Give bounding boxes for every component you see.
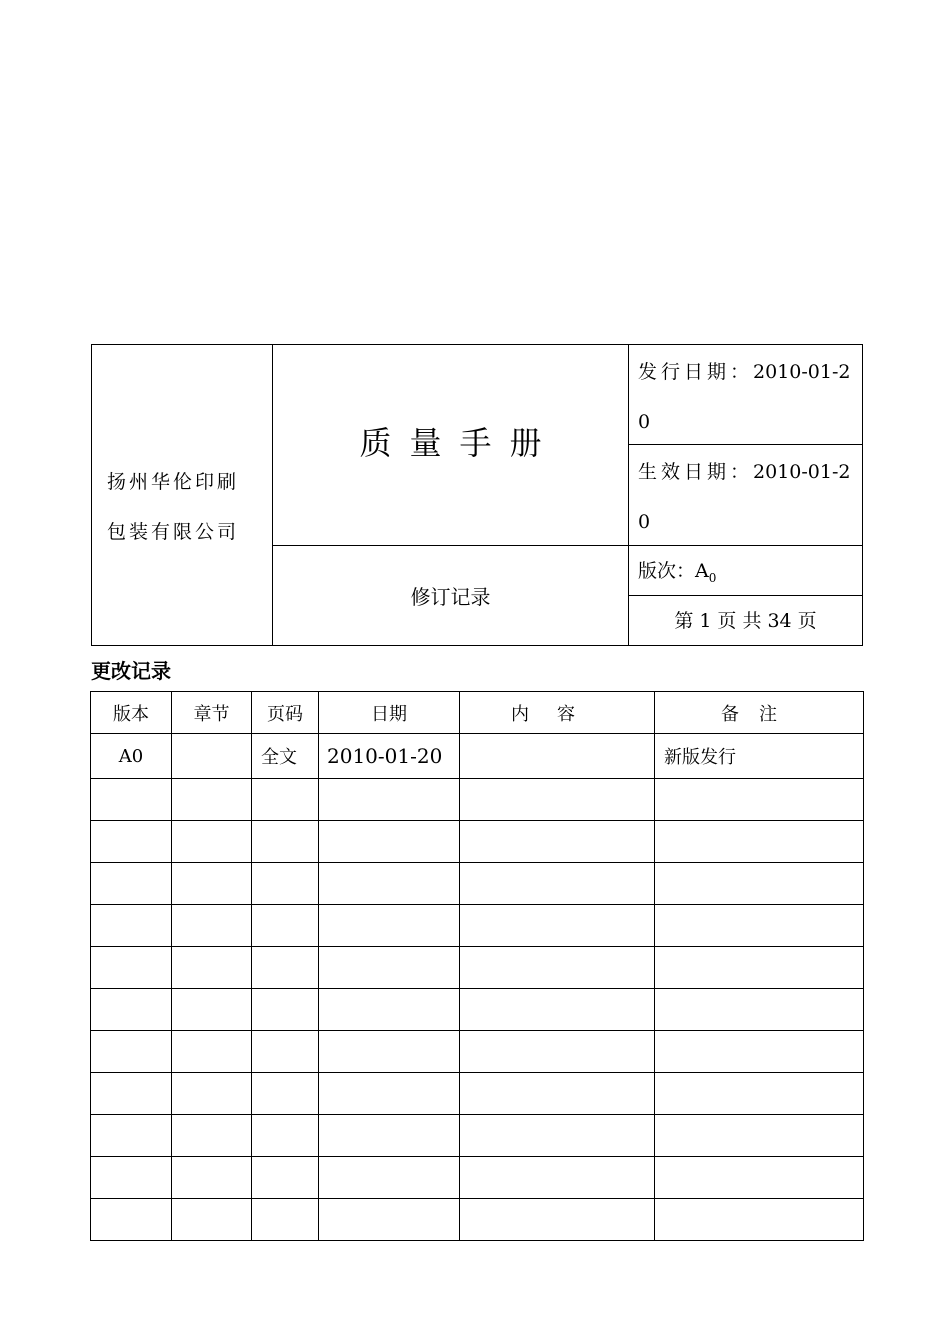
empty-cell [252, 1199, 319, 1241]
empty-cell [655, 947, 864, 989]
cell-remarks: 新版发行 [655, 734, 864, 779]
empty-cell [252, 947, 319, 989]
empty-cell [319, 1199, 460, 1241]
empty-cell [172, 1073, 252, 1115]
empty-cell [172, 1031, 252, 1073]
empty-cell [172, 1157, 252, 1199]
header-page: 页码 [252, 692, 319, 734]
empty-cell [252, 779, 319, 821]
empty-cell [172, 947, 252, 989]
cell-chapter [172, 734, 252, 779]
header-remarks: 备注 [655, 692, 864, 734]
table-row-empty [91, 779, 864, 821]
empty-cell [460, 1157, 655, 1199]
empty-cell [172, 821, 252, 863]
empty-cell [655, 1157, 864, 1199]
empty-cell [460, 1199, 655, 1241]
section-heading: 更改记录 [91, 659, 171, 683]
page-suffix: 页 [797, 610, 817, 632]
empty-cell [460, 1031, 655, 1073]
empty-cell [460, 821, 655, 863]
cell-version: A0 [91, 734, 172, 779]
empty-cell [319, 1115, 460, 1157]
empty-cell [319, 1073, 460, 1115]
company-name-line1: 扬州华伦印刷 [107, 471, 240, 493]
cell-page: 全文 [252, 734, 319, 779]
table-row-empty [91, 1073, 864, 1115]
edition-cell [629, 546, 862, 595]
document-header [91, 344, 863, 646]
header-version: 版本 [91, 692, 172, 734]
empty-cell [91, 1157, 172, 1199]
edition-subscript: 0 [708, 570, 717, 585]
table-row-empty [91, 905, 864, 947]
empty-cell [172, 1115, 252, 1157]
empty-cell [252, 1157, 319, 1199]
table-row-empty [91, 1031, 864, 1073]
table-row [91, 734, 864, 779]
empty-cell [655, 863, 864, 905]
page-total: 34 [767, 610, 792, 632]
empty-cell [460, 1073, 655, 1115]
empty-cell [319, 905, 460, 947]
empty-cell [460, 779, 655, 821]
empty-cell [655, 905, 864, 947]
empty-cell [252, 863, 319, 905]
empty-cell [91, 779, 172, 821]
title-cell [273, 345, 628, 545]
table-row-empty [91, 1157, 864, 1199]
empty-cell [319, 947, 460, 989]
page-mid: 页 共 [717, 610, 762, 632]
header-date: 日期 [319, 692, 460, 734]
empty-cell [460, 905, 655, 947]
cell-date: 2010-01-20 [319, 734, 460, 779]
empty-cell [91, 863, 172, 905]
table-row-empty [91, 821, 864, 863]
empty-cell [319, 779, 460, 821]
empty-cell [460, 1115, 655, 1157]
document-title: 质量手册 [359, 424, 560, 462]
empty-cell [172, 989, 252, 1031]
effective-date-cell [629, 447, 862, 545]
table-row-empty [91, 863, 864, 905]
table-row-empty [91, 1115, 864, 1157]
company-name [107, 457, 257, 557]
page-number-cell [629, 596, 862, 645]
empty-cell [319, 1157, 460, 1199]
edition-label: 版次： [638, 560, 696, 582]
empty-cell [172, 863, 252, 905]
empty-cell [655, 1073, 864, 1115]
empty-cell [252, 1115, 319, 1157]
divider [629, 444, 862, 445]
table-header-row [91, 692, 864, 734]
company-name-line2: 包装有限公司 [107, 521, 240, 543]
change-record-table [90, 691, 864, 1241]
empty-cell [655, 779, 864, 821]
empty-cell [460, 863, 655, 905]
empty-cell [91, 1073, 172, 1115]
empty-cell [655, 1199, 864, 1241]
table-row-empty [91, 947, 864, 989]
table-row-empty [91, 989, 864, 1031]
empty-cell [319, 821, 460, 863]
empty-cell [252, 989, 319, 1031]
empty-cell [252, 821, 319, 863]
empty-cell [655, 989, 864, 1031]
empty-cell [91, 905, 172, 947]
effective-date-value: 2010-01-20 [638, 461, 851, 533]
cell-content [460, 734, 655, 779]
effective-date-label: 生效日期： [638, 461, 754, 483]
empty-cell [91, 821, 172, 863]
issue-date-cell [629, 347, 862, 444]
empty-cell [252, 1031, 319, 1073]
revision-label: 修订记录 [410, 585, 491, 609]
revision-cell [273, 546, 628, 645]
empty-cell [655, 821, 864, 863]
empty-cell [319, 989, 460, 1031]
empty-cell [172, 779, 252, 821]
empty-cell [252, 1073, 319, 1115]
edition-value: A [695, 560, 709, 582]
empty-cell [91, 989, 172, 1031]
empty-cell [172, 905, 252, 947]
empty-cell [460, 989, 655, 1031]
empty-cell [91, 947, 172, 989]
company-cell [92, 345, 272, 645]
table-row-empty [91, 1199, 864, 1241]
empty-cell [91, 1031, 172, 1073]
header-chapter: 章节 [172, 692, 252, 734]
page-current: 1 [699, 610, 712, 632]
page-prefix: 第 [674, 610, 694, 632]
empty-cell [319, 863, 460, 905]
empty-cell [91, 1115, 172, 1157]
empty-cell [319, 1031, 460, 1073]
empty-cell [91, 1199, 172, 1241]
issue-date-value: 2010-01-20 [638, 361, 851, 433]
header-content: 内容 [460, 692, 655, 734]
empty-cell [655, 1115, 864, 1157]
empty-cell [460, 947, 655, 989]
empty-cell [655, 1031, 864, 1073]
empty-cell [252, 905, 319, 947]
issue-date-label: 发行日期： [638, 361, 754, 383]
empty-cell [172, 1199, 252, 1241]
